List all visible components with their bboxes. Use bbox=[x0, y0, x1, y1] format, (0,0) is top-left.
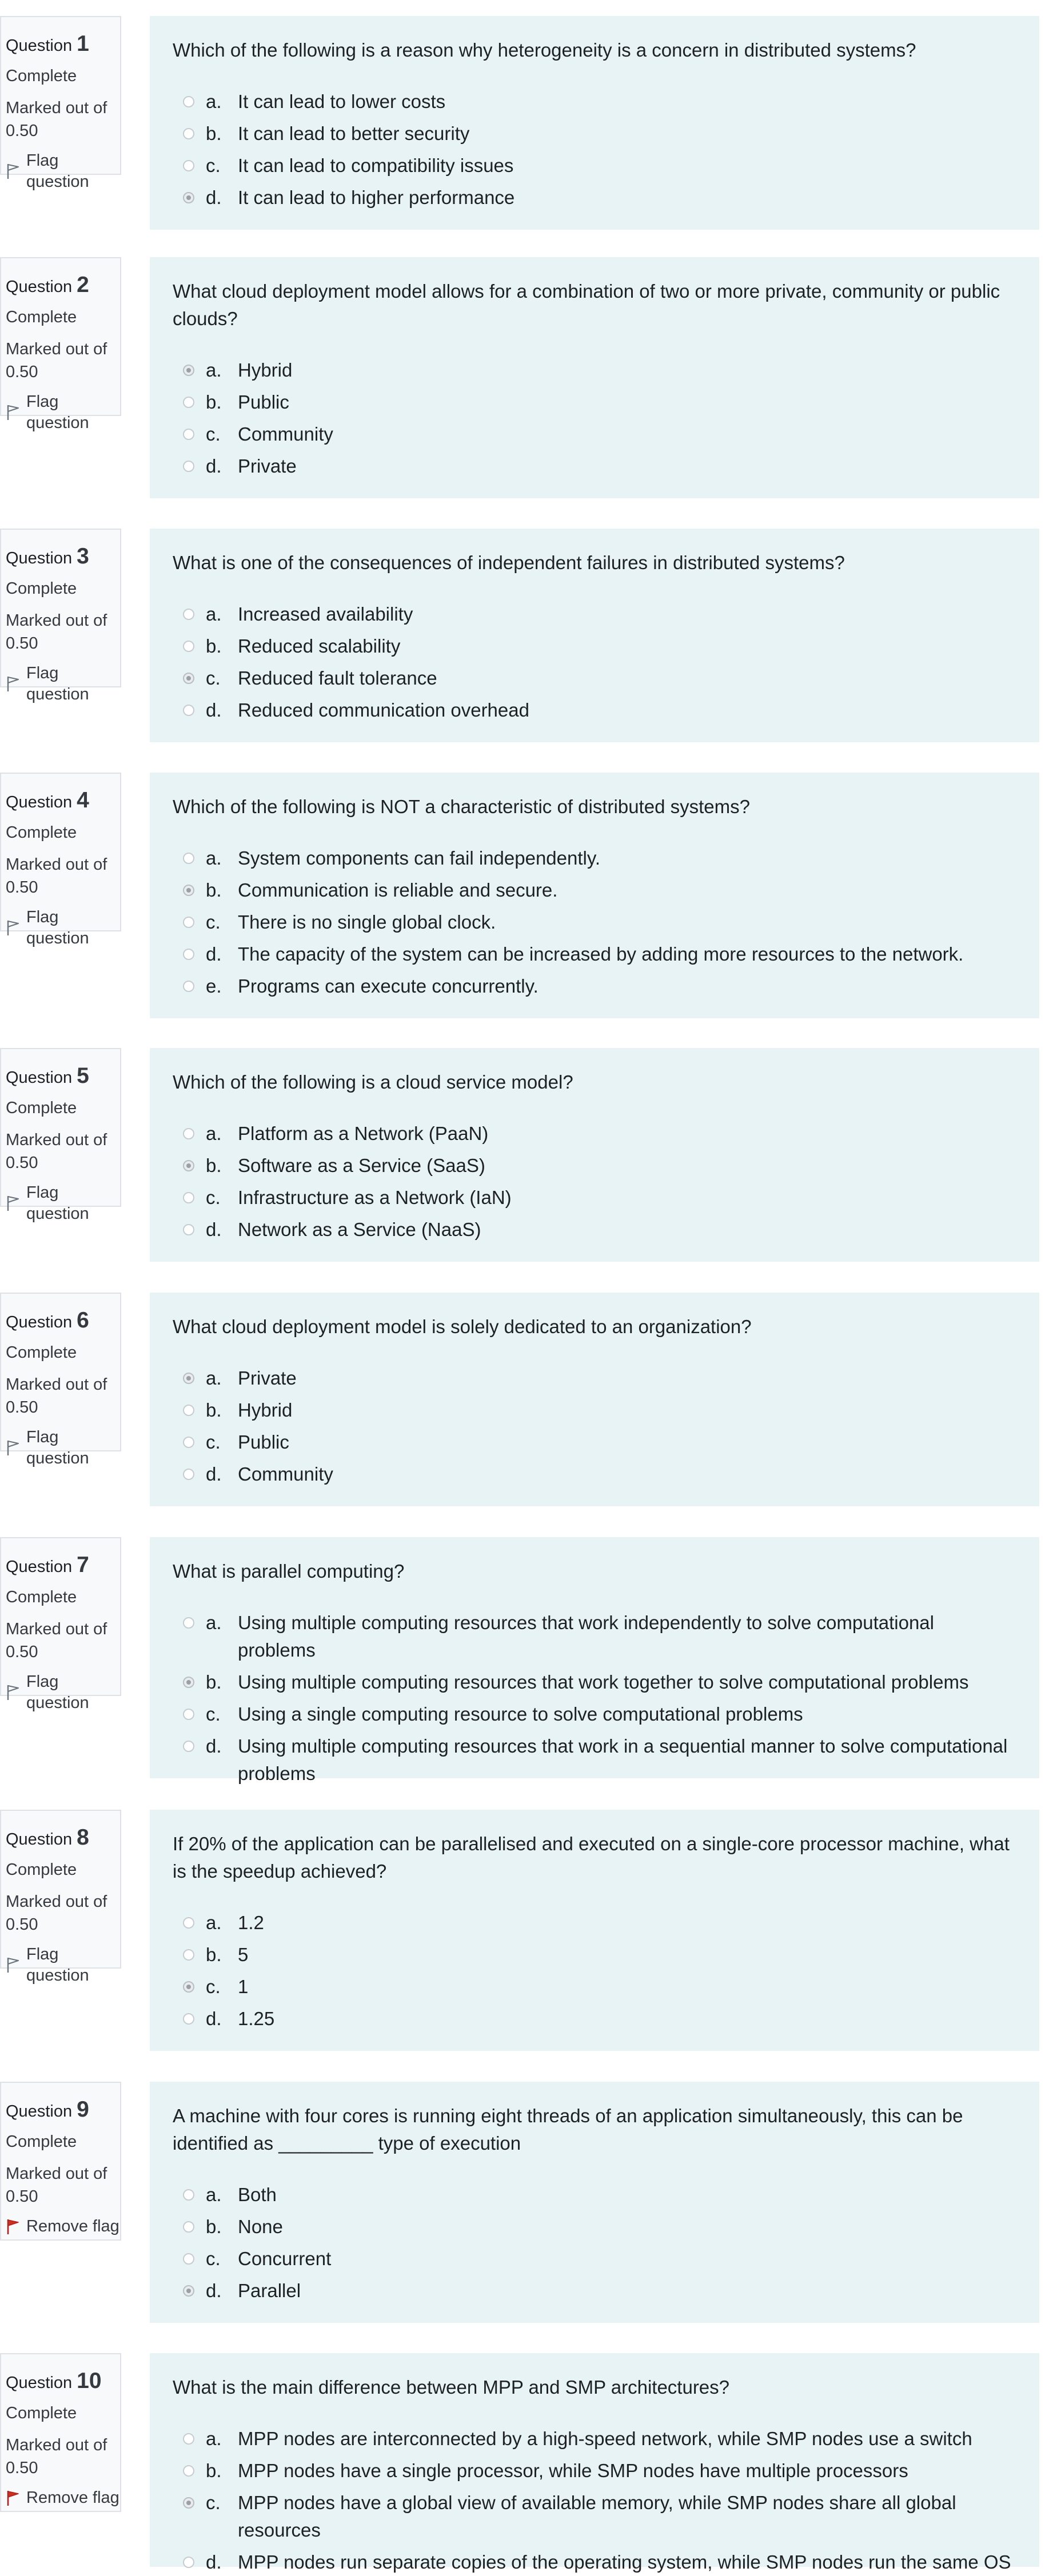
answer-option[interactable] bbox=[173, 1669, 1016, 1696]
radio-selected-icon[interactable] bbox=[183, 192, 194, 203]
radio-selected-icon[interactable] bbox=[183, 365, 194, 376]
flag-outline-icon bbox=[6, 1684, 26, 1701]
answer-text: It can lead to lower costs bbox=[238, 91, 446, 112]
question-block bbox=[0, 1537, 1045, 1784]
answer-option[interactable] bbox=[173, 453, 1016, 480]
question-state: Complete bbox=[6, 2132, 77, 2151]
question-content bbox=[150, 1048, 1039, 1262]
question-number-value: 9 bbox=[77, 2097, 89, 2122]
radio-unselected-icon[interactable] bbox=[183, 1405, 194, 1416]
question-info bbox=[0, 773, 121, 948]
flag-question-link[interactable] bbox=[6, 391, 120, 434]
question-number-value: 2 bbox=[77, 273, 89, 297]
question-state: Complete bbox=[6, 1860, 77, 1879]
answer-letter: b. bbox=[206, 391, 222, 413]
answer-option[interactable] bbox=[173, 1120, 1016, 1147]
question-info bbox=[0, 16, 121, 191]
radio-unselected-icon[interactable] bbox=[183, 949, 194, 960]
radio-unselected-icon[interactable] bbox=[183, 1949, 194, 1961]
flag-label: Remove flag bbox=[26, 2488, 119, 2507]
question-number: Question 6 bbox=[6, 1308, 89, 1333]
question-info bbox=[0, 529, 121, 704]
answer-option[interactable] bbox=[173, 120, 1016, 147]
answer-letter: c. bbox=[206, 667, 221, 689]
radio-unselected-icon[interactable] bbox=[183, 641, 194, 652]
flag-label: Flag question bbox=[26, 1183, 89, 1223]
answer-letter: c. bbox=[206, 2492, 221, 2513]
question-state: Complete bbox=[6, 66, 77, 85]
answer-option[interactable] bbox=[173, 2213, 1016, 2241]
question-content bbox=[150, 2353, 1039, 2573]
question-grade: Marked out of 0.50 bbox=[6, 1893, 107, 1934]
answer-letter: c. bbox=[206, 1431, 221, 1453]
answer-option[interactable] bbox=[173, 941, 1016, 968]
radio-unselected-icon[interactable] bbox=[183, 1469, 194, 1480]
question-info bbox=[0, 1048, 121, 1223]
flag-filled-icon bbox=[6, 2218, 26, 2235]
question-state: Complete bbox=[6, 579, 77, 598]
answer-option[interactable] bbox=[173, 1941, 1016, 1969]
answer-text: Reduced fault tolerance bbox=[238, 667, 437, 689]
answer-option[interactable] bbox=[173, 697, 1016, 724]
flag-outline-icon bbox=[6, 1195, 26, 1212]
answer-list bbox=[173, 88, 1016, 211]
answer-option[interactable] bbox=[173, 633, 1016, 660]
flag-label: Flag question bbox=[26, 1427, 89, 1468]
answer-letter: c. bbox=[206, 1187, 221, 1208]
question-number-value: 8 bbox=[77, 1825, 89, 1850]
question-number: Question 5 bbox=[6, 1063, 89, 1088]
answer-letter: a. bbox=[206, 847, 222, 869]
answer-option[interactable] bbox=[173, 1733, 1016, 1787]
answer-option[interactable] bbox=[173, 357, 1016, 384]
answer-option[interactable] bbox=[173, 2005, 1016, 2033]
question-number: Question 4 bbox=[6, 788, 89, 813]
answer-option[interactable] bbox=[173, 1429, 1016, 1456]
answer-text: Platform as a Network (PaaN) bbox=[238, 1123, 489, 1144]
question-block bbox=[0, 2082, 1045, 2323]
answer-letter: e. bbox=[206, 975, 222, 997]
question-info bbox=[0, 257, 121, 433]
radio-unselected-icon[interactable] bbox=[183, 2557, 194, 2568]
question-block bbox=[0, 1810, 1045, 2051]
remove-flag-link[interactable] bbox=[6, 2216, 120, 2238]
answer-text: Using multiple computing resources that work together to solve computational problems bbox=[238, 1671, 969, 1693]
question-grade: Marked out of 0.50 bbox=[6, 340, 107, 381]
answer-letter: b. bbox=[206, 1399, 222, 1421]
question-block bbox=[0, 773, 1045, 1018]
answer-text: Concurrent bbox=[238, 2248, 332, 2269]
question-block bbox=[0, 16, 1045, 230]
question-grade: Marked out of 0.50 bbox=[6, 855, 107, 897]
answer-option[interactable] bbox=[173, 845, 1016, 872]
answer-text: Software as a Service (SaaS) bbox=[238, 1155, 485, 1176]
answer-text: MPP nodes have a global view of available memory, while SMP nodes share all global resources bbox=[238, 2492, 956, 2541]
answer-option[interactable] bbox=[173, 152, 1016, 179]
radio-selected-icon[interactable] bbox=[183, 1160, 194, 1171]
answer-letter: a. bbox=[206, 1123, 222, 1144]
question-text: Which of the following is a cloud service model? bbox=[173, 1071, 573, 1093]
question-content bbox=[150, 529, 1039, 742]
flag-outline-icon bbox=[6, 163, 26, 180]
question-text: Which of the following is a reason why heterogeneity is a concern in distributed systems? bbox=[173, 39, 916, 61]
question-info bbox=[0, 2082, 121, 2241]
question-grade: Marked out of 0.50 bbox=[6, 1620, 107, 1661]
answer-letter: a. bbox=[206, 2428, 222, 2449]
flag-label: Flag question bbox=[26, 663, 89, 704]
answer-letter: b. bbox=[206, 1944, 222, 1965]
question-grade: Marked out of 0.50 bbox=[6, 1375, 107, 1417]
answer-letter: d. bbox=[206, 2280, 222, 2301]
question-text: What is parallel computing? bbox=[173, 1561, 405, 1582]
question-number-value: 10 bbox=[77, 2369, 102, 2393]
answer-letter: d. bbox=[206, 455, 222, 477]
question-number: Question 8 bbox=[6, 1825, 89, 1850]
remove-flag-link[interactable] bbox=[6, 2487, 120, 2509]
answer-letter: b. bbox=[206, 2460, 222, 2481]
answer-letter: a. bbox=[206, 359, 222, 381]
radio-unselected-icon[interactable] bbox=[183, 2221, 194, 2233]
question-number: Question 7 bbox=[6, 1553, 89, 1577]
question-grade: Marked out of 0.50 bbox=[6, 2165, 107, 2206]
answer-option[interactable] bbox=[173, 88, 1016, 115]
question-info bbox=[0, 1293, 121, 1468]
answer-text: Increased availability bbox=[238, 603, 413, 625]
question-number: Question 9 bbox=[6, 2097, 89, 2122]
answer-option[interactable] bbox=[173, 665, 1016, 692]
question-content bbox=[150, 257, 1039, 498]
question-content bbox=[150, 2082, 1039, 2323]
answer-letter: c. bbox=[206, 2248, 221, 2269]
question-number: Question 1 bbox=[6, 31, 89, 56]
answer-option[interactable] bbox=[173, 184, 1016, 211]
answer-letter: b. bbox=[206, 635, 222, 657]
radio-unselected-icon[interactable] bbox=[183, 2013, 194, 2025]
answer-text: MPP nodes run separate copies of the operating system, while SMP nodes run the same OS bbox=[238, 2551, 1011, 2573]
question-number-value: 5 bbox=[77, 1063, 89, 1088]
answer-text: There is no single global clock. bbox=[238, 911, 496, 933]
answer-option[interactable] bbox=[173, 877, 1016, 904]
answer-letter: d. bbox=[206, 1735, 222, 1757]
question-state: Complete bbox=[6, 823, 77, 842]
answer-option[interactable] bbox=[173, 1701, 1016, 1728]
answer-option[interactable] bbox=[173, 421, 1016, 448]
flag-label: Flag question bbox=[26, 1672, 89, 1713]
answer-text: Reduced communication overhead bbox=[238, 699, 529, 721]
answer-text: Both bbox=[238, 2184, 277, 2205]
question-content bbox=[150, 1537, 1039, 1784]
answer-option[interactable] bbox=[173, 2181, 1016, 2209]
answer-option[interactable] bbox=[173, 389, 1016, 416]
flag-outline-icon bbox=[6, 919, 26, 937]
answer-option[interactable] bbox=[173, 2425, 1016, 2453]
radio-unselected-icon[interactable] bbox=[183, 609, 194, 620]
flag-question-link[interactable] bbox=[6, 1944, 120, 1987]
answer-text: 1.25 bbox=[238, 2008, 275, 2029]
answer-list bbox=[173, 601, 1016, 724]
answer-text: The capacity of the system can be increased by adding more resources to the network. bbox=[238, 943, 964, 965]
question-text: If 20% of the application can be parallelised and executed on a single-core processor machine, what is the speedup achieved? bbox=[173, 1833, 1010, 1882]
answer-list bbox=[173, 1609, 1016, 1787]
question-text: Which of the following is NOT a characteristic of distributed systems? bbox=[173, 796, 750, 817]
answer-list bbox=[173, 357, 1016, 480]
answer-text: Using multiple computing resources that work in a sequential manner to solve computational problems bbox=[238, 1735, 1008, 1784]
question-text: What cloud deployment model allows for a combination of two or more private, community or public clouds? bbox=[173, 281, 1000, 329]
answer-list bbox=[173, 1365, 1016, 1488]
radio-unselected-icon[interactable] bbox=[183, 1741, 194, 1752]
question-text: A machine with four cores is running eight threads of an application simultaneously, this can be identified as _________ type of execution bbox=[173, 2105, 963, 2154]
flag-question-link[interactable] bbox=[6, 663, 120, 706]
answer-letter: b. bbox=[206, 1671, 222, 1693]
radio-unselected-icon[interactable] bbox=[183, 917, 194, 928]
answer-text: 5 bbox=[238, 1944, 249, 1965]
question-content bbox=[150, 1810, 1039, 2051]
flag-label: Flag question bbox=[26, 1945, 89, 1985]
answer-text: MPP nodes have a single processor, while SMP nodes have multiple processors bbox=[238, 2460, 908, 2481]
answer-option[interactable] bbox=[173, 973, 1016, 1000]
answer-letter: a. bbox=[206, 91, 222, 112]
answer-letter: d. bbox=[206, 1219, 222, 1240]
radio-unselected-icon[interactable] bbox=[183, 2253, 194, 2265]
answer-option[interactable] bbox=[173, 2549, 1016, 2576]
question-info bbox=[0, 2353, 121, 2512]
answer-letter: b. bbox=[206, 123, 222, 144]
answer-letter: d. bbox=[206, 699, 222, 721]
flag-outline-icon bbox=[6, 675, 26, 693]
answer-text: Hybrid bbox=[238, 1399, 293, 1421]
answer-option[interactable] bbox=[173, 1152, 1016, 1179]
answer-list bbox=[173, 1120, 1016, 1243]
answer-option[interactable] bbox=[173, 1909, 1016, 1937]
answer-option[interactable] bbox=[173, 2245, 1016, 2273]
answer-text: None bbox=[238, 2216, 283, 2237]
question-text: What is the main difference between MPP and SMP architectures? bbox=[173, 2377, 730, 2398]
answer-letter: a. bbox=[206, 603, 222, 625]
question-state: Complete bbox=[6, 1587, 77, 1606]
answer-letter: b. bbox=[206, 1155, 222, 1176]
answer-option[interactable] bbox=[173, 1609, 1016, 1664]
question-block bbox=[0, 2353, 1045, 2573]
flag-outline-icon bbox=[6, 404, 26, 421]
answer-letter: d. bbox=[206, 2008, 222, 2029]
radio-unselected-icon[interactable] bbox=[183, 160, 194, 171]
radio-unselected-icon[interactable] bbox=[183, 2465, 194, 2477]
question-content bbox=[150, 16, 1039, 230]
flag-label: Flag question bbox=[26, 907, 89, 948]
answer-text: 1 bbox=[238, 1976, 249, 1997]
flag-label: Flag question bbox=[26, 392, 89, 433]
answer-text: Reduced scalability bbox=[238, 635, 401, 657]
answer-text: Using multiple computing resources that work independently to solve computational problems bbox=[238, 1612, 934, 1661]
radio-unselected-icon[interactable] bbox=[183, 1437, 194, 1448]
answer-option[interactable] bbox=[173, 1184, 1016, 1211]
radio-unselected-icon[interactable] bbox=[183, 2189, 194, 2201]
answer-text: MPP nodes are interconnected by a high-speed network, while SMP nodes use a switch bbox=[238, 2428, 972, 2449]
question-number-value: 4 bbox=[77, 788, 89, 813]
answer-letter: a. bbox=[206, 2184, 222, 2205]
radio-unselected-icon[interactable] bbox=[183, 853, 194, 864]
flag-outline-icon bbox=[6, 1439, 26, 1457]
answer-letter: d. bbox=[206, 1463, 222, 1485]
answer-letter: c. bbox=[206, 1703, 221, 1725]
radio-selected-icon[interactable] bbox=[183, 2285, 194, 2297]
flag-question-link[interactable] bbox=[6, 1182, 120, 1225]
answer-text: Private bbox=[238, 455, 297, 477]
answer-text: Public bbox=[238, 391, 289, 413]
radio-unselected-icon[interactable] bbox=[183, 705, 194, 716]
question-number-value: 6 bbox=[77, 1308, 89, 1333]
answer-text: System components can fail independently. bbox=[238, 847, 601, 869]
answer-text: Community bbox=[238, 1463, 333, 1485]
answer-text: Public bbox=[238, 1431, 289, 1453]
answer-option[interactable] bbox=[173, 2457, 1016, 2485]
question-grade: Marked out of 0.50 bbox=[6, 611, 107, 653]
radio-unselected-icon[interactable] bbox=[183, 1224, 194, 1235]
answer-text: Communication is reliable and secure. bbox=[238, 879, 558, 901]
answer-letter: a. bbox=[206, 1612, 222, 1633]
question-number-value: 7 bbox=[77, 1553, 89, 1577]
answer-text: It can lead to better security bbox=[238, 123, 470, 144]
answer-letter: c. bbox=[206, 1976, 221, 1997]
answer-option[interactable] bbox=[173, 1216, 1016, 1243]
radio-unselected-icon[interactable] bbox=[183, 397, 194, 408]
flag-label: Flag question bbox=[26, 151, 89, 191]
answer-text: Hybrid bbox=[238, 359, 293, 381]
question-number-value: 1 bbox=[77, 31, 89, 56]
answer-text: Community bbox=[238, 423, 333, 445]
radio-unselected-icon[interactable] bbox=[183, 96, 194, 107]
radio-unselected-icon[interactable] bbox=[183, 2433, 194, 2445]
answer-list bbox=[173, 1909, 1016, 2033]
answer-letter: a. bbox=[206, 1912, 222, 1933]
question-number: Question 10 bbox=[6, 2369, 102, 2393]
radio-unselected-icon[interactable] bbox=[183, 1128, 194, 1139]
answer-letter: c. bbox=[206, 911, 221, 933]
answer-text: Infrastructure as a Network (IaN) bbox=[238, 1187, 512, 1208]
answer-text: Programs can execute concurrently. bbox=[238, 975, 539, 997]
radio-selected-icon[interactable] bbox=[183, 1373, 194, 1384]
flag-outline-icon bbox=[6, 1957, 26, 1974]
answer-text: Using a single computing resource to solve computational problems bbox=[238, 1703, 803, 1725]
answer-option[interactable] bbox=[173, 2489, 1016, 2544]
answer-option[interactable] bbox=[173, 1397, 1016, 1424]
question-info bbox=[0, 1537, 121, 1713]
question-state: Complete bbox=[6, 2403, 77, 2422]
question-block bbox=[0, 1048, 1045, 1262]
answer-option[interactable] bbox=[173, 1973, 1016, 2001]
radio-unselected-icon[interactable] bbox=[183, 461, 194, 472]
answer-letter: c. bbox=[206, 155, 221, 176]
radio-selected-icon[interactable] bbox=[183, 1677, 194, 1688]
question-state: Complete bbox=[6, 307, 77, 326]
radio-selected-icon[interactable] bbox=[183, 885, 194, 896]
question-grade: Marked out of 0.50 bbox=[6, 2436, 107, 2477]
answer-option[interactable] bbox=[173, 1461, 1016, 1488]
answer-letter: c. bbox=[206, 423, 221, 445]
answer-letter: a. bbox=[206, 1367, 222, 1389]
question-text: What cloud deployment model is solely dedicated to an organization? bbox=[173, 1316, 752, 1337]
flag-question-link[interactable] bbox=[6, 1671, 120, 1714]
answer-letter: b. bbox=[206, 879, 222, 901]
question-grade: Marked out of 0.50 bbox=[6, 99, 107, 140]
question-grade: Marked out of 0.50 bbox=[6, 1131, 107, 1172]
question-number: Question 3 bbox=[6, 544, 89, 569]
answer-list bbox=[173, 2181, 1016, 2305]
question-block bbox=[0, 257, 1045, 498]
question-text: What is one of the consequences of independent failures in distributed systems? bbox=[173, 552, 845, 573]
answer-text: Network as a Service (NaaS) bbox=[238, 1219, 481, 1240]
answer-text: 1.2 bbox=[238, 1912, 264, 1933]
answer-option[interactable] bbox=[173, 909, 1016, 936]
answer-letter: d. bbox=[206, 187, 222, 208]
radio-unselected-icon[interactable] bbox=[183, 128, 194, 139]
answer-text: Parallel bbox=[238, 2280, 301, 2301]
question-block bbox=[0, 1293, 1045, 1506]
flag-question-link[interactable] bbox=[6, 1427, 120, 1470]
radio-unselected-icon[interactable] bbox=[183, 981, 194, 992]
answer-list bbox=[173, 845, 1016, 1000]
answer-option[interactable] bbox=[173, 601, 1016, 628]
answer-list bbox=[173, 2425, 1016, 2576]
question-number-value: 3 bbox=[77, 544, 89, 569]
flag-filled-icon bbox=[6, 2490, 26, 2507]
answer-text: It can lead to compatibility issues bbox=[238, 155, 514, 176]
question-state: Complete bbox=[6, 1343, 77, 1362]
question-number: Question 2 bbox=[6, 273, 89, 297]
radio-selected-icon[interactable] bbox=[183, 1981, 194, 1993]
answer-text: It can lead to higher performance bbox=[238, 187, 515, 208]
radio-unselected-icon[interactable] bbox=[183, 1617, 194, 1629]
question-content bbox=[150, 773, 1039, 1018]
answer-letter: d. bbox=[206, 943, 222, 965]
question-block bbox=[0, 529, 1045, 742]
flag-label: Remove flag bbox=[26, 2217, 119, 2235]
question-info bbox=[0, 1810, 121, 1985]
radio-unselected-icon[interactable] bbox=[183, 1917, 194, 1929]
radio-selected-icon[interactable] bbox=[183, 673, 194, 684]
answer-letter: b. bbox=[206, 2216, 222, 2237]
radio-unselected-icon[interactable] bbox=[183, 1192, 194, 1203]
answer-option[interactable] bbox=[173, 1365, 1016, 1392]
answer-letter: d. bbox=[206, 2551, 222, 2573]
radio-unselected-icon[interactable] bbox=[183, 429, 194, 440]
answer-option[interactable] bbox=[173, 2277, 1016, 2305]
flag-question-link[interactable] bbox=[6, 150, 120, 193]
flag-question-link[interactable] bbox=[6, 907, 120, 950]
question-state: Complete bbox=[6, 1098, 77, 1117]
radio-selected-icon[interactable] bbox=[183, 2497, 194, 2509]
answer-text: Private bbox=[238, 1367, 297, 1389]
radio-unselected-icon[interactable] bbox=[183, 1709, 194, 1720]
question-content bbox=[150, 1293, 1039, 1506]
